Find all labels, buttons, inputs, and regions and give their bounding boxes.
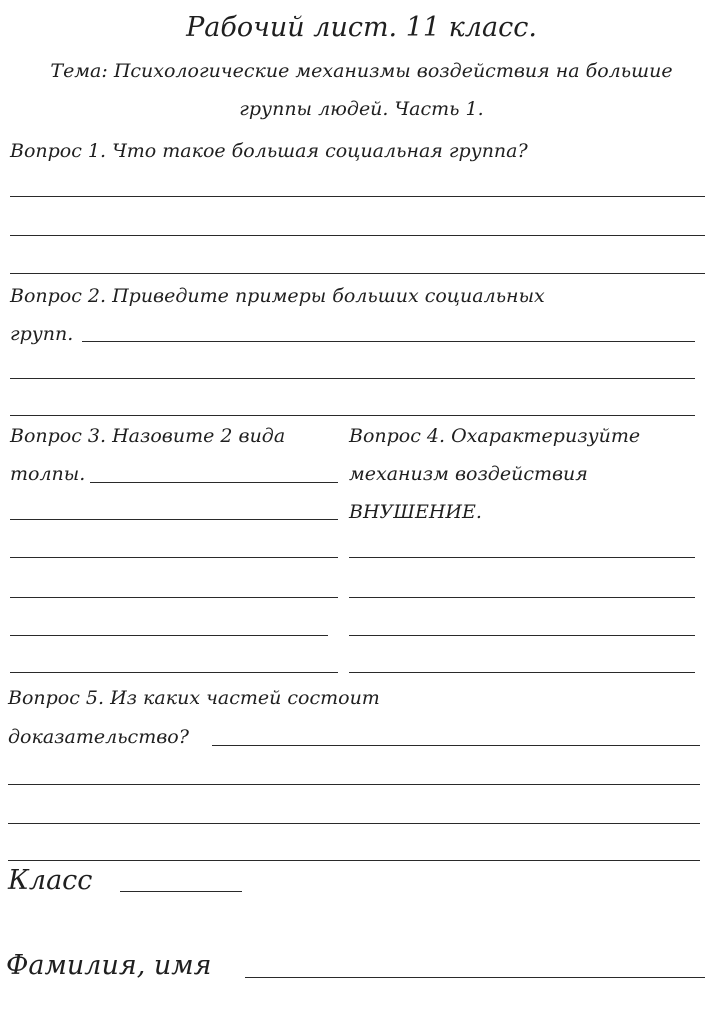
- page-title: Рабочий лист. 11 класс.: [186, 12, 537, 43]
- answer-line[interactable]: [212, 745, 700, 746]
- answer-line[interactable]: [349, 672, 695, 673]
- answer-line[interactable]: [8, 860, 700, 861]
- answer-line[interactable]: [10, 557, 338, 558]
- answer-line[interactable]: [349, 597, 695, 598]
- answer-line[interactable]: [82, 341, 695, 342]
- answer-line[interactable]: [349, 557, 695, 558]
- question-1: Вопрос 1. Что такое большая социальная группа?: [10, 140, 528, 162]
- topic-line-2: группы людей. Часть 1.: [239, 98, 484, 120]
- topic-line-1: Тема: Психологические механизмы воздействия на большие: [50, 60, 673, 82]
- question-4-line-2: механизм воздействия: [349, 463, 588, 485]
- answer-line[interactable]: [10, 415, 695, 416]
- question-2-line-2: групп.: [10, 323, 74, 345]
- name-field-line[interactable]: [245, 977, 705, 978]
- answer-line[interactable]: [10, 635, 328, 636]
- question-4-line-3: ВНУШЕНИЕ.: [349, 501, 482, 523]
- answer-line[interactable]: [349, 635, 695, 636]
- answer-line[interactable]: [10, 597, 338, 598]
- question-5-line-2: доказательство?: [8, 726, 189, 748]
- answer-line[interactable]: [8, 784, 700, 785]
- question-3-line-2: толпы.: [10, 463, 86, 485]
- question-5-line-1: Вопрос 5. Из каких частей состоит: [8, 687, 380, 709]
- answer-line[interactable]: [10, 235, 705, 236]
- answer-line[interactable]: [8, 823, 700, 824]
- answer-line[interactable]: [10, 196, 705, 197]
- class-label: Класс: [8, 865, 93, 896]
- question-2-line-1: Вопрос 2. Приведите примеры больших социальных: [10, 285, 545, 307]
- question-3-line-1: Вопрос 3. Назовите 2 вида: [10, 425, 286, 447]
- answer-line[interactable]: [90, 482, 338, 483]
- answer-line[interactable]: [10, 519, 338, 520]
- answer-line[interactable]: [10, 378, 695, 379]
- class-field-line[interactable]: [120, 891, 242, 892]
- name-label: Фамилия, имя: [6, 950, 212, 981]
- question-4-line-1: Вопрос 4. Охарактеризуйте: [349, 425, 641, 447]
- answer-line[interactable]: [10, 672, 338, 673]
- answer-line[interactable]: [10, 273, 705, 274]
